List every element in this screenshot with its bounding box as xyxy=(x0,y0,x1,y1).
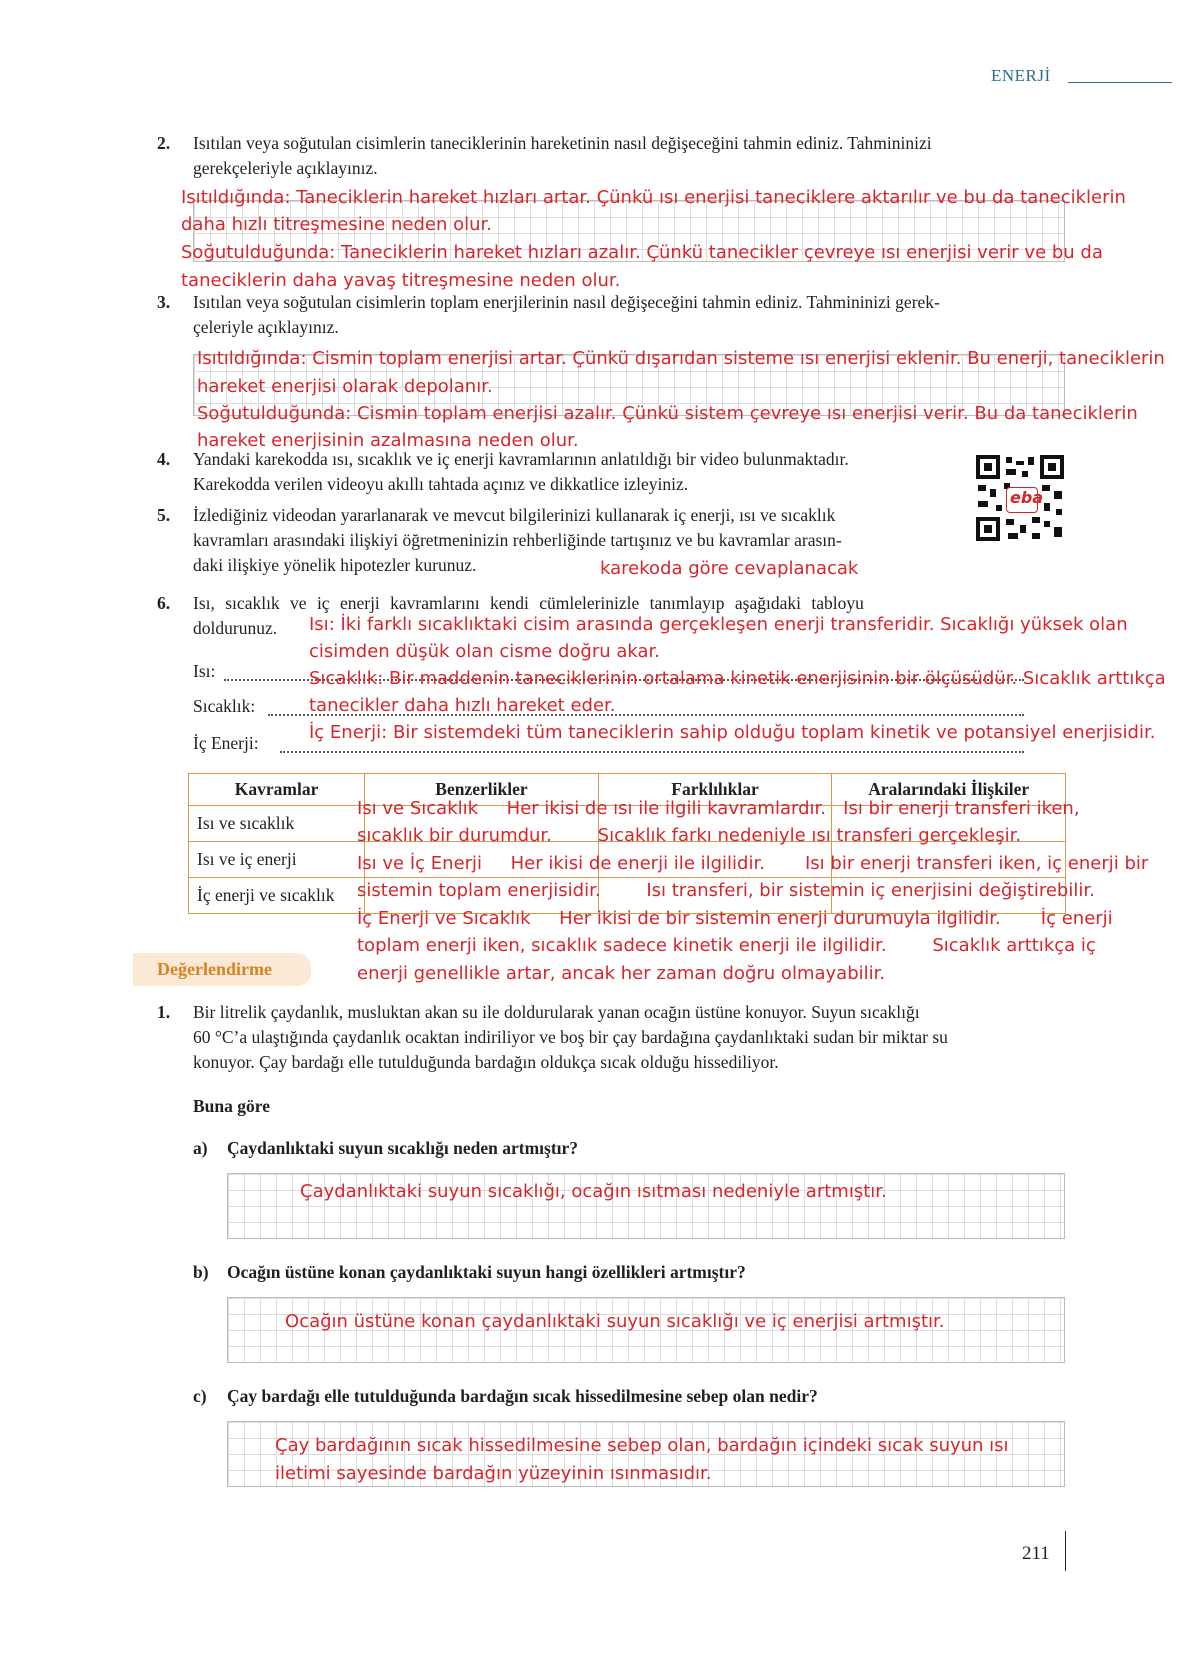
buna-gore: Buna göre xyxy=(193,1096,270,1116)
handwritten-answer: cisimden düşük olan cisme doğru akar. xyxy=(309,641,661,662)
handwritten-answer: toplam enerji iken, sıcaklık sadece kinetik enerji ile ilgilidir. Sıcaklık arttıkça iç xyxy=(357,935,1096,956)
handwritten-answer: Çaydanlıktaki suyun sıcaklığı, ocağın ısıtması nedeniyle artmıştır. xyxy=(300,1181,887,1202)
question-text: Yandaki karekodda ısı, sıcaklık ve iç enerji kavramlarının anlatıldığı bir video bulunmaktadır. xyxy=(193,449,849,469)
question-text: İzlediğiniz videodan yararlanarak ve mevcut bilgilerinizi kullanarak iç enerji, ısı ve sıcaklık xyxy=(193,505,836,525)
handwritten-answer: İç Enerji: Bir sistemdeki tüm taneciklerin sahip olduğu toplam kinetik ve potansiyel enerjisidir. xyxy=(309,722,1156,743)
handwritten-answer: Soğutulduğunda: Cismin toplam enerjisi azalır. Çünkü sistem çevreye ısı enerjisi verir. Bu da taneciklerin xyxy=(197,403,1138,424)
handwritten-answer: karekoda göre cevaplanacak xyxy=(600,558,859,579)
question-text: doldurunuz. xyxy=(193,618,278,638)
page-number-rule xyxy=(1065,1531,1066,1571)
table-cell: İç enerji ve sıcaklık xyxy=(189,878,365,914)
definition-label: İç Enerji: xyxy=(193,733,259,753)
handwritten-answer: hareket enerjisinin azalmasına neden olur. xyxy=(197,430,579,451)
handwritten-answer: sistemin toplam enerjisidir. Isı transferi, bir sistemin iç enerjisini değiştirebilir. xyxy=(357,880,1095,901)
handwritten-answer: Isı: İki farklı sıcaklıktaki cisim arasında gerçekleşen enerji transferidir. Sıcaklığı yüksek olan xyxy=(309,614,1128,635)
handwritten-answer: daha hızlı titreşmesine neden olur. xyxy=(181,214,492,235)
question-text: 60 °C’a ulaştığında çaydanlık ocaktan indiriliyor ve boş bir çay bardağına çaydanlıktaki sudan bir miktar su xyxy=(193,1027,948,1047)
question-number: 1. xyxy=(157,1002,171,1022)
question-text: gerekçeleriyle açıklayınız. xyxy=(193,158,378,178)
sub-question-text: Ocağın üstüne konan çaydanlıktaki suyun hangi özellikleri artmıştır? xyxy=(227,1262,746,1282)
table-header: Benzerlikler xyxy=(365,774,599,806)
question-text: Isı, sıcaklık ve iç enerji kavramlarını kendi cümlelerinizle tanımlayıp aşağıdaki tabloyu xyxy=(193,593,864,613)
table-cell: Isı ve iç enerji xyxy=(189,842,365,878)
question-text: Isıtılan veya soğutulan cisimlerin toplam enerjilerinin nasıl değişeceğini tahmin ediniz. Tahmininizi gerek- xyxy=(193,292,940,312)
chapter-title: ENERJİ xyxy=(991,66,1051,85)
question-text: kavramları arasındaki ilişkiyi öğretmeninizin rehberliğinde tartışınız ve bu kavramlar arasın- xyxy=(193,530,842,550)
chapter-title-rule xyxy=(1068,82,1172,83)
table-header: Kavramlar xyxy=(189,774,365,806)
handwritten-answer: tanecikler daha hızlı hareket eder. xyxy=(309,695,616,716)
question-number: 3. xyxy=(157,292,171,312)
handwritten-answer: taneciklerin daha yavaş titreşmesine neden olur. xyxy=(181,270,621,291)
question-text: daki ilişkiye yönelik hipotezler kurunuz. xyxy=(193,555,477,575)
sub-question-letter: c) xyxy=(193,1386,207,1406)
handwritten-answer: Çay bardağının sıcak hissedilmesine sebep olan, bardağın içindeki sıcak suyun ısı xyxy=(275,1435,1009,1456)
handwritten-answer: Isıtıldığında: Cismin toplam enerjisi artar. Çünkü dışarıdan sisteme ısı enerjisi eklenir. Bu enerji, taneciklerin xyxy=(197,348,1165,369)
sub-question-text: Çay bardağı elle tutulduğunda bardağın sıcak hissedilmesine sebep olan nedir? xyxy=(227,1386,818,1406)
question-text: Karekodda verilen videoyu akıllı tahtada açınız ve dikkatlice izleyiniz. xyxy=(193,474,689,494)
handwritten-answer: hareket enerjisi olarak depolanır. xyxy=(197,376,493,397)
handwritten-answer: Sıcaklık: Bir maddenin taneciklerinin ortalama kinetik enerjisinin bir ölçüsüdür. Sıcaklık arttıkça xyxy=(309,668,1166,689)
handwritten-answer: Soğutulduğunda: Taneciklerin hareket hızları azalır. Çünkü tanecikler çevreye ısı enerjisi verir ve bu da xyxy=(181,242,1103,263)
handwritten-answer: İç Enerji ve Sıcaklık Her ikisi de bir sistemin enerji durumuyla ilgilidir. İç enerji xyxy=(357,908,1113,929)
definition-line[interactable] xyxy=(280,751,1024,753)
table-header: Aralarındaki İlişkiler xyxy=(832,774,1066,806)
qr-logo: eba xyxy=(1010,488,1044,507)
question-number: 2. xyxy=(157,133,171,153)
handwritten-answer: iletimi sayesinde bardağın yüzeyinin ısınmasıdır. xyxy=(275,1463,712,1484)
handwritten-answer: sıcaklık bir durumdur. Sıcaklık farkı nedeniyle ısı transferi gerçekleşir. xyxy=(357,825,1022,846)
question-number: 5. xyxy=(157,505,171,525)
question-number: 4. xyxy=(157,449,171,469)
question-text: Isıtılan veya soğutulan cisimlerin taneciklerinin hareketinin nasıl değişeceğini tahmin ediniz. Tahmininizi xyxy=(193,133,932,153)
sub-question-text: Çaydanlıktaki suyun sıcaklığı neden artmıştır? xyxy=(227,1138,579,1158)
page-number: 211 xyxy=(1022,1543,1050,1564)
question-number: 6. xyxy=(157,593,171,613)
question-text: Bir litrelik çaydanlık, musluktan akan su ile doldurularak yanan ocağın üstüne konuyor. Suyun sıcaklığı xyxy=(193,1002,920,1022)
handwritten-answer: Isıtıldığında: Taneciklerin hareket hızları artar. Çünkü ısı enerjisi taneciklere aktarılır ve bu da taneciklerin xyxy=(181,187,1126,208)
evaluation-badge: Değerlendirme xyxy=(133,953,311,986)
handwritten-answer: Ocağın üstüne konan çaydanlıktaki suyun sıcaklığı ve iç enerjisi artmıştır. xyxy=(285,1311,945,1332)
qr-code[interactable] xyxy=(976,455,1064,541)
handwritten-answer: Isı ve İç Enerji Her ikisi de enerji ile ilgilidir. Isı bir enerji transferi iken, iç enerji bir xyxy=(357,853,1149,874)
definition-label: Isı: xyxy=(193,661,216,681)
table-cell: Isı ve sıcaklık xyxy=(189,806,365,842)
question-text: çeleriyle açıklayınız. xyxy=(193,317,339,337)
question-text: konuyor. Çay bardağı elle tutulduğunda bardağın oldukça sıcak olduğu hissediliyor. xyxy=(193,1052,779,1072)
sub-question-letter: b) xyxy=(193,1262,209,1282)
handwritten-answer: enerji genellikle artar, ancak her zaman doğru olmayabilir. xyxy=(357,963,886,984)
sub-question-letter: a) xyxy=(193,1138,208,1158)
definition-label: Sıcaklık: xyxy=(193,696,256,716)
table-header: Farklılıklar xyxy=(598,774,832,806)
handwritten-answer: Isı ve Sıcaklık Her ikisi de ısı ile ilgili kavramlardır. Isı bir enerji transferi iken, xyxy=(357,798,1080,819)
